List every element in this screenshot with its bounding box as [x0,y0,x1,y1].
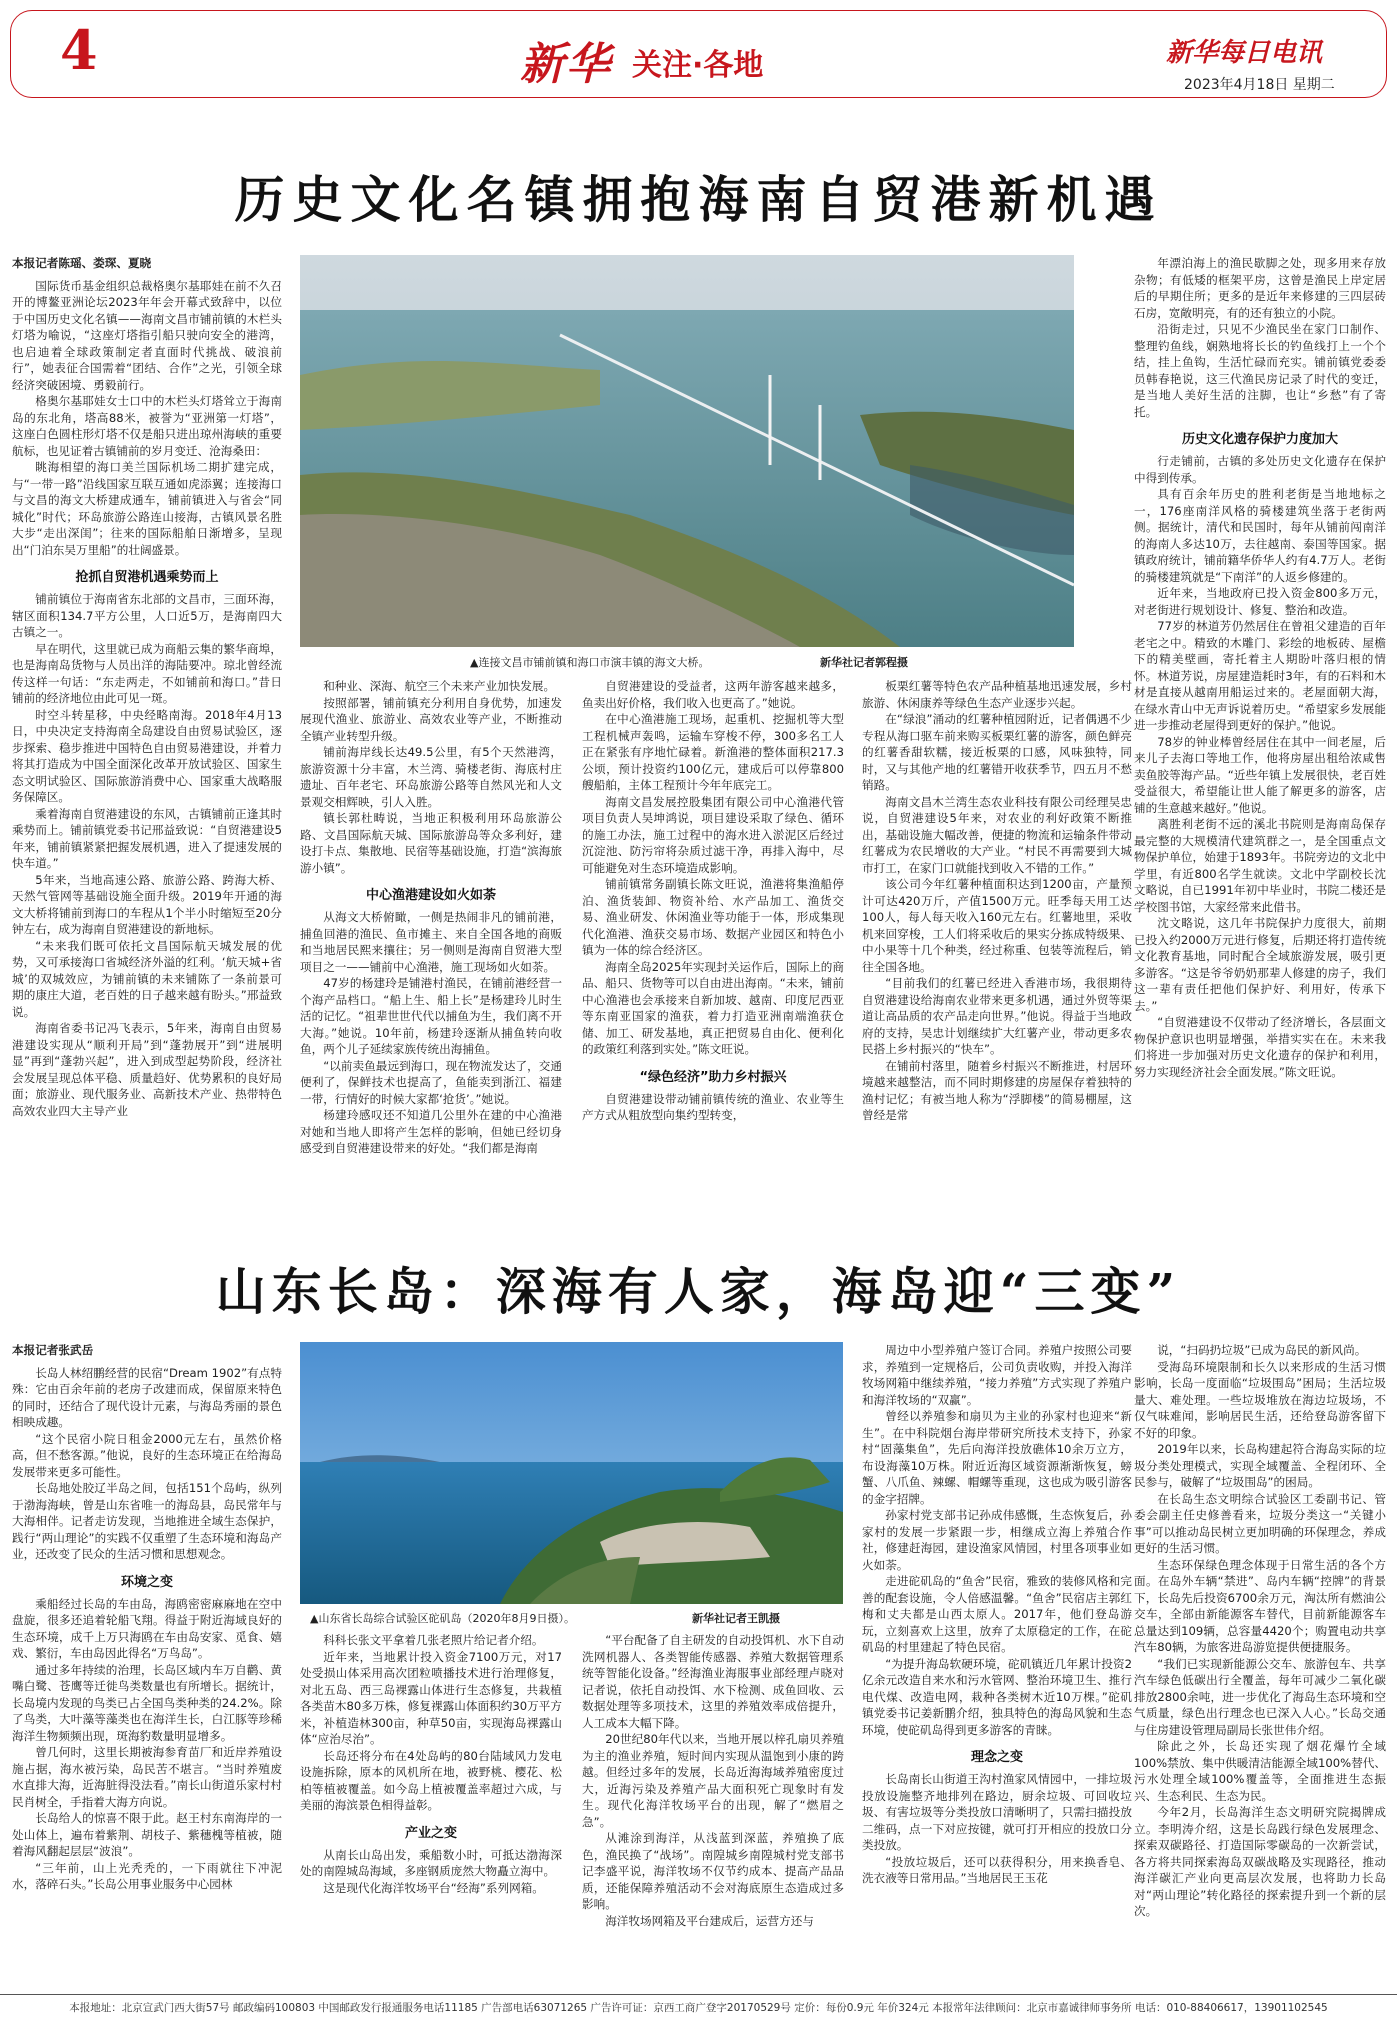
paragraph: 行走铺前，古镇的多处历史文化遗存在保护中得到传承。 [1134,454,1386,485]
island-photo-caption: ▲山东省长岛综合试验区砣矶岛（2020年8月9日摄）。 [310,1612,575,1625]
paragraph: 今年2月，长岛海洋生态文明研究院揭牌成立。李明涛介绍，这是长岛践行绿色发展理念、探索双碳路径、打造国际零碳岛的一次新尝试，各方将共同探索海岛双碳战略及实现路径，推动海洋碳汇产业向更高层次发展，也将助力长岛对“两山理论”转化路径的探索提升到一个新的层次。 [1134,1805,1386,1918]
subheading: 中心渔港建设如火如荼 [365,888,496,903]
brand-logo: 新华 [520,39,612,90]
paragraph: 在长岛生态文明综合试验区工委副书记、管委会副主任史修善看来，垃圾分类这一“关键小事”可以推动岛民树立更加明确的环保理念，养成更好的生活习惯。 [1134,1491,1386,1555]
paragraph: “目前我们的红薯已经进入香港市场，我很期待自贸港建设给海南农业带来更多机遇，通过外贸等渠道让高品质的农产品走向世界。”他说。得益于当地政府的支持，吴忠计划继续扩大红薯产业，带动更多农民搭上乡村振兴的“快车”。 [862,976,1132,1056]
article1-column-4 [862,678,1132,1230]
article1-headline: 历史文化名镇拥抱海南自贸港新机遇 [234,170,1163,229]
article1-column-3 [582,678,844,1230]
paragraph: 在“绿浪”涌动的红薯种植园附近，记者偶遇不少专程从海口驱车前来购买板栗红薯的游客，颜色鲜亮的红薯香甜软糯，接近板栗的口感，风味独特，同时，又与其他产地的红薯错开收获季节，四五月不愁销路。 [862,712,1132,792]
article2-byline: 本报记者张武岳 [12,1343,94,1357]
paragraph: 科科长张文平拿着几张老照片给记者介绍。 [323,1633,544,1647]
paragraph: 受海岛环境限制和长久以来形成的生活习惯影响，长岛一度面临“垃圾围岛”困局；生活垃圾量大、难处理。一些垃圾堆放在海边垃圾场，不仅气味难闻，影响居民生活，还给登岛游客留下不好的印象。 [1134,1359,1386,1440]
paragraph: 格奥尔基耶娃女士口中的木栏头灯塔耸立于海南岛的东北角，塔高88米，被誉为“亚洲第一灯塔”，这座白色圆柱形灯塔不仅是船只进出琼州海峡的重要航标，也见证着古镇铺前的岁月变迁、沧海桑田： [12,394,282,458]
paragraph: “自贸港建设不仅带动了经济增长，各层面文物保护意识也明显增强，举措实实在在。未来我们将进一步加强对历史文化遗存的保护和利用，努力实现经济社会全面发展。”陈文旺说。 [1134,1015,1386,1079]
paragraph: “为提升海岛软硬环境，砣矶镇近几年累计投资2亿余元改造自来水和污水管网、整治环境卫生、推行电代煤、改造电网，栽种各类树木近10万棵。”砣矶镇党委书记姜新鹏介绍，独具特色的海岛风貌和生态环境，使砣矶岛得到更多游客的青睐。 [862,1656,1132,1737]
paragraph: 长岛还将分布在4处岛屿的80台陆域风力发电设施拆除，原本的风机所在地，被野桃、樱花、松柏等植被覆盖。如今岛上植被覆盖率超过六成，与美丽的海滨景色相得益彰。 [300,1748,562,1812]
paragraph: 通过多年持续的治理，长岛区域内车万自鹳、黄嘴白鹭、苍鹰等迁徙鸟类数量也有所增长。据统计，长岛境内发现的鸟类已占全国鸟类种类的24.2%。除了鸟类，大叶藻等藻类也在海洋生长，白江豚等珍稀海洋生物频频出现，斑海豹数量明显增多。 [12,1662,282,1743]
paragraph: 长岛人林绍鹏经营的民宿“Dream 1902”有点特殊：它由百余年前的老房子改建而成，保留原来特色的同时，还结合了现代设计元素，与海岛秀丽的景色相映成趣。 [12,1365,282,1429]
subheading: 产业之变 [404,1825,457,1841]
paragraph: 沈文略说，这几年书院保护力度很大，前期已投入约2000万元进行修复，后期还将打造传统文化教育基地，同时配合全域旅游发展，吸引更多游客。“这是爷爷奶奶那辈人修建的房子，我们这一辈有责任把他们保护好、利用好，传承下去。” [1134,916,1386,1013]
paragraph: 海南省委书记冯飞表示，5年来，海南自由贸易港建设实现从“顺利开局”到“蓬勃展开”到“进展明显”再到“蓬勃兴起”，进入到成型起势阶段，经济社会发展呈现总体平稳、质量趋好、优势累积的良好局面；旅游业、现代服务业、高新技术产业、热带特色高效农业四大主导产业 [12,1021,282,1118]
paragraph: 这是现代化海洋牧场平台“经海”系列网箱。 [323,1880,544,1895]
paragraph: 海洋牧场网箱及平台建成后，运营方还与 [605,1913,814,1928]
page-footer: 本报地址：北京宣武门西大街57号 邮政编码100803 中国邮政发行报通服务电话11185 广告部电话63071265 广告许可证：京西工商广登字20170529号 定价：每份0.9元 年价324元 本报常年法律顾问：北京市嘉诚律师事务所 电话：010-88406617，13901102545 [0,1994,1397,2015]
paragraph: 海南文昌发展控股集团有限公司中心渔港代管项目负责人吴坤鸿说，项目建设采取了绿色、循环的施工办法，施工过程中的海水进入淤泥区后经过沉淀池、防污帘将杂质过滤干净，再排入海中，尽可能避免对生态环境造成影响。 [582,794,844,875]
paragraph: 乘着海南自贸港建设的东风，古镇铺前正逢其时乘势而上。铺前镇党委书记邢益致说：“自贸港建设5年来，铺前镇紧紧把握发展机遇，进入了提速发展的快车道。” [12,806,282,870]
paragraph: “三年前，山上光秃秃的，一下雨就往下冲泥水，落碎石头。”长岛公用事业服务中心园林 [12,1860,282,1891]
paragraph: 孙家村党支部书记孙成伟感慨，生态恢复后，孙家村的发展一步紧跟一步，相继成立海上养殖合作社，修建赶海园，建设渔家风情园，村里各项事业如火如荼。 [862,1508,1132,1572]
paragraph: 77岁的林道芳仍然居住在曾祖父建造的百年老宅之中。精致的木雕门、彩绘的地板砖、屋檐下的精美壁画，寄托着主人期盼叶落归根的情怀。林道芳说，房屋建造耗时3年，有的石料和木材是直接从越南用船运过来的。老屋面朝大海，在绿水青山中无声诉说着历史。“希望家乡发展能进一步推动老屋得到更好的保护。”他说。 [1134,619,1386,732]
paragraph: 自贸港建设带动铺前镇传统的渔业、农业等生产方式从粗放型向集约型转变， [582,1091,844,1122]
paragraph: 铺前镇常务副镇长陈文旺说，渔港将集渔船停泊、渔货装卸、物资补给、水产品加工、渔货交易、渔业研发、休闲渔业等功能于一体，形成集现代化渔港、渔获交易市场、数据产业园区和特色小镇为一体的综合经济区。 [582,877,844,957]
paragraph: 47岁的杨建玲是铺港村渔民，在铺前港经营一个海产品档口。“船上生、船上长”是杨建玲儿时生活的记忆。“祖辈世世代代以捕鱼为生，我们离不开大海。”她说。10年前，杨建玲逐渐从捕鱼转向收鱼，两个儿子延续家族传统出海捕鱼。 [300,976,562,1056]
paragraph: 乘船经过长岛的车由岛，海鸥密密麻麻地在空中盘旋，很多还追着轮船飞翔。得益于附近海域良好的生态环境，成千上万只海鸥在车由岛安家、觅食、嬉戏、繁衍，车由岛因此得名“万鸟岛”。 [12,1596,282,1660]
paragraph: 近年来，当地累计投入资金7100万元，对17处受损山体采用高次团粒喷播技术进行治理修复，对北五岛、西三岛裸露山体进行生态修复，共栽植各类苗木80多万株，修复裸露山体面积约30万平方米，补植造林300亩，种草50亩，实现海岛裸露山体“应治尽治”。 [300,1649,562,1746]
island-photo-svg [300,1342,843,1604]
paragraph: 该公司今年红薯种植面积达到1200亩，产量预计可达420万斤，产值1500万元。旺季每天用工达100人，每人每天收入160元左右。红薯地里，采收机来回穿梭，工人们将采收后的果实分拣成特级果、中小果等十几个种类，经过称重、包装等流程后，销往全国各地。 [862,877,1132,974]
bridge-photo-credit: 新华社记者郭程摄 [820,656,908,669]
paragraph: 时空斗转星移，中央经略南海。2018年4月13日，中央决定支持海南全岛建设自由贸易试验区，逐步探索、稳步推进中国特色自由贸易港建设，并着力将其打造成为中国全面深化改革开放试验区、国家生态文明试验区、国际旅游消费中心、国家重大战略服务保障区。 [12,707,282,804]
paragraph: 离胜利老街不远的溪北书院则是海南岛保存最完整的大规模清代建筑群之一，是全国重点文物保护单位，始建于1893年。书院旁边的文北中学里，有近800名学生就读。文北中学副校长沈文略说，自已1991年初中毕业时，书院二楼还是学校图书馆，大家经常来此借书。 [1134,817,1386,914]
paragraph: 镇长郭杜畴说，当地正积极利用环岛旅游公路、文昌国际航天城、国际旅游岛等众多利好，建设打卡点、集散地、民宿等基础设施，打造“滨海旅游小镇”。 [300,811,562,875]
paragraph: 和种业、深海、航空三个未来产业加快发展。 [323,679,556,693]
article2-column-2 [300,1632,562,1988]
paragraph: 走进砣矶岛的“鱼舍”民宿，雅致的装修风格和完善的配套设施，令人倍感温馨。“鱼舍”民宿店主郭红梅和丈夫都是山西太原人。2017年，他们登岛游玩，立刻喜欢上这里，放弃了太原稳定的工作，在砣矶岛的村里建起了特色民宿。 [862,1574,1132,1654]
paragraph: “未来我们既可依托文昌国际航天城发展的优势，又可承接海口省城经济外溢的红利。‘航天城+省城’的双城效应，为铺前镇的未来铺陈了一条前景可期的康庄大道，老百姓的日子越来越有盼头。”邢益致说。 [12,938,282,1019]
paragraph: 杨建玲感叹还不知道几公里外在建的中心渔港对她和当地人即将产生怎样的影响，但她已经切身感受到自贸港建设带来的好处。“我们都是海南 [300,1108,562,1155]
paragraph: 年漂泊海上的渔民歇脚之处，现多用来存放杂物；有低矮的框架平房，这曾是渔民上岸定居后的早期住所；更多的是近年来修建的三四层砖石房，宽敞明亮，有的还有独立的小院。 [1134,256,1386,320]
paragraph: 说，“扫码扔垃圾”已成为岛民的新风尚。 [1157,1343,1367,1357]
article1-column-2 [300,678,562,1230]
subheading: “绿色经济”助力乡村振兴 [639,1069,787,1085]
paragraph: 自贸港建设的受益者，这两年游客越来越多，鱼卖出好价格，我们收入也更高了。”她说。 [582,679,844,710]
island-photo [300,1342,843,1604]
section-title: 关注·各地 [632,48,764,83]
issue-date: 2023年4月18日 星期二 [1184,77,1335,93]
paragraph: “我们已实现新能源公交车、旅游包车、共享汽车绿色低碳出行全覆盖，每年可减少二氧化碳排放2800余吨，进一步优化了海岛生态环境和空气质量，绿色出行理念也已深入人心。”长岛交通与住房建设管理局副局长张世伟介绍。 [1134,1656,1386,1737]
paragraph: 周边中小型养殖户签订合同。养殖户按照公司要求，养殖到一定规格后，公司负责收购，并投入海洋牧场网箱中继续养殖，“接力养殖”方式实现了养殖户和海洋牧场的“双赢”。 [862,1343,1132,1407]
paragraph: 沿街走过，只见不少渔民坐在家门口制作、整理钓鱼线，娴熟地将长长的钓鱼线打上一个个结，挂上鱼钩，生活忙碌而充实。铺前镇党委委员韩春艳说，这三代渔民房记录了时代的变迁，是当地人美好生活的注脚，也让“乡愁”有了寄托。 [1134,322,1386,419]
subheading: 抢抓自贸港机遇乘势而上 [75,570,219,585]
bridge-photo-caption: ▲连接文昌市铺前镇和海口市演丰镇的海文大桥。 [470,656,710,669]
paragraph: 眺海相望的海口美兰国际机场二期扩建完成，与“一带一路”沿线国家互联互通如虎添翼；连接海口与文昌的海文大桥建成通车，铺前镇进入与省会“同城化”时代；环岛旅游公路连山接海，古镇风景名胜大步“走出深闺”；往来的国际船舶日渐增多，呈现出“门泊东吴万里船”的壮阔盛景。 [12,460,282,557]
subheading: 理念之变 [970,1750,1023,1765]
paragraph: “以前卖鱼最远到海口，现在物流发达了，交通便利了，保鲜技术也提高了，鱼能卖到浙江、福建一带，行情好的时候大家都‘抢货’。”她说。 [300,1058,562,1106]
paper-name: 新华每日电讯 [1166,38,1323,68]
paragraph: 长岛南长山街道王沟村渔家风情园中，一排垃圾投放设施整齐地排列在路边，厨余垃圾、可回收垃圾、有害垃圾等分类投放口清晰明了，只需扫描投放二维码，点一下对应按键，就可打开相应的投放口分类投放。 [862,1772,1132,1852]
paragraph: 近年来，当地政府已投入资金800多万元，对老街进行规划设计、修复、整治和改造。 [1134,586,1386,617]
subheading: 环境之变 [120,1574,173,1590]
bridge-photo [300,255,1074,647]
paragraph: 除此之外，长岛还实现了烟花爆竹全域100%禁放、集中供暖清洁能源全域100%替代、污水处理全域100%覆盖等，全面推进生态振兴、生态利民、生态为民。 [1134,1739,1386,1803]
paragraph: “这个民宿小院日租金2000元左右，虽然价格高，但不愁客源。”他说，良好的生态环境正在给海岛发展带来更多可能性。 [12,1431,282,1479]
paragraph: 海南文昌木兰湾生态农业科技有限公司经理吴忠说，自贸港建设5年来，对农业的利好政策不断推出，基础设施大幅改善，便捷的物流和运输条件带动红薯成为农民增收的大产业。“村民不再需要到大城市打工，在家门口就能找到收入不错的工作。” [862,794,1132,875]
article2-headline: 山东长岛：深海有人家，海岛迎“三变” [215,1262,1182,1321]
paragraph: 在铺前村落里，随着乡村振兴不断推进，村居环境越来越整洁，而不同时期修建的房屋保存着独特的渔村记忆；有被当地人称为“浮脚楼”的简易棚屋，这曾经是常 [862,1058,1132,1122]
paragraph: “投放垃圾后，还可以获得积分，用来换香皂、洗衣液等日常用品。”当地居民王玉花 [862,1854,1132,1885]
paragraph: 从海文大桥俯瞰，一侧是热闹非凡的铺前港，捕鱼回港的渔民、鱼市摊主、来自全国各地的商贩和当地居民熙来攘往；另一侧则是海南自贸港大型项目之一——铺前中心渔港，施工现场如火如荼。 [300,910,562,974]
article2-column-4 [862,1342,1132,1988]
paragraph: 早在明代，这里就已成为商船云集的繁华商埠，也是海南岛货物与人员出洋的海陆要冲。琼北曾经流传这样一句话：“东走两走，不如铺前和海口。”昔日铺前的经济地位由此可见一斑。 [12,641,282,705]
paragraph: 20世纪80年代以来，当地开展以梓孔扇贝养殖为主的渔业养殖，短时间内实现从温饱到小康的跨越。但经过多年的发展，长岛近海海域养殖密度过大，近海污染及养殖产品大面积死亡现象时有发生。现代化海洋牧场平台的出现，解了“燃眉之急”。 [582,1732,844,1829]
paragraph: 国际货币基金组织总裁格奥尔基耶娃在前不久召开的博鳌亚洲论坛2023年年会开幕式致辞中，以位于中国历史文化名镇——海南文昌市铺前镇的木栏头灯塔为喻说，“这座灯塔指引船只驶向安全的港湾，也启迪着全球政策制定者直面时代挑战、破浪前行”，她表征合国需着“团结、合作”之光，引领全球经济突破困境、勇毅前行。 [12,278,282,392]
paragraph: 具有百余年历史的胜利老街是当地地标之一，176座南洋风格的骑楼建筑坐落于老街两侧。据统计，清代和民国时，每年从铺前闯南洋的海南人多达10万，去往越南、泰国等国家。据镇政府统计，铺前籍华侨华人约有4.7万人。老街的骑楼建筑就是“下南洋”的人返乡修建的。 [1134,487,1386,584]
island-photo-credit: 新华社记者王凯摄 [692,1612,780,1625]
article1-byline: 本报记者陈瑶、娄琛、夏晓 [12,256,152,270]
paragraph: 78岁的钟业棒曾经居住在其中一间老屋，后来儿子去海口等地工作，他将房屋出租给浓咸售卖鱼胶等海产品。“近些年镇上发展很快，老百姓受益很大，希望能让世人能了解更多的游客，店铺的生意越来越好。”他说。 [1134,734,1386,815]
bridge-photo-svg [300,255,1074,647]
article2-column-1 [12,1342,282,1988]
paragraph: 铺前海岸线长达49.5公里，有5个天然港湾，旅游资源十分丰富，木兰湾、骑楼老街、海底村庄遗址、百年老宅、环岛旅游公路等自然风光和人文景观交相辉映，引人入胜。 [300,745,562,809]
paragraph: 2019年以来，长岛构建起符合海岛实际的垃圾分类处理模式，实现全域覆盖、全程闭环、全民参与，破解了“垃圾围岛”的困局。 [1134,1442,1386,1489]
paragraph: 按照部署，铺前镇充分利用自身优势，加速发展现代渔业、旅游业、高效农业等产业，不断推动全镇产业转型升级。 [300,695,562,743]
paragraph: 生态环保绿色理念体现于日常生活的各个方面。在岛外车辆“禁进”、岛内车辆“控牌”的背景下，长岛先后投资6700余万元，淘汰所有燃油公交车，全部由新能源客车替代，目前新能源客车总量达到109辆，总容量4420个；购置电动共享汽车80辆，为旅客进岛游览提供便捷服务。 [1134,1557,1386,1654]
article2-column-5 [1134,1342,1386,1988]
article2-column-3 [582,1632,844,1988]
paragraph: “平台配备了自主研发的自动投饵机、水下自动洗网机器人、各类智能传感器、养殖大数据管理系统等智能化设备。”经海渔业海服事业部经理卢晓对记者说，依托自动投饵、水下检测、成鱼回收、云数据处理等多项技术，这里的养殖效率成倍提升，人工成本大幅下降。 [582,1633,844,1730]
article1-column-5 [1134,255,1386,1230]
paragraph: 海南全岛2025年实现封关运作后，国际上的商品、船只、货物等可以自由进出海南。“未来，铺前中心渔港也会承接来自新加坡、越南、印度尼西亚等东南亚国家的渔获，着力打造亚洲南端渔获仓储、加工、研发基地，真正把贸易自由化、便利化的政策红利落到实处。”陈文旺说。 [582,959,844,1056]
article1-column-1 [12,255,282,1230]
paragraph: 从南长山岛出发，乘船数小时，可抵达渤海深处的南隍城岛海域，多座钢质庞然大物矗立海中。 [300,1847,562,1878]
paragraph: 铺前镇位于海南省东北部的文昌市，三面环海，辖区面积134.7平方公里，人口近5万，是海南四大古镇之一。 [12,592,282,639]
paragraph: 板栗红薯等特色农产品种植基地迅速发展，乡村旅游、休闲康养等绿色生态产业逐步兴起。 [862,679,1132,710]
paragraph: 从滩涂到海洋，从浅蓝到深蓝，养殖换了底色，渔民换了“战场”。南隍城乡南隍城村党支部书记李盛平说，海洋牧场不仅节约成本、提高产品品质，还能保障养殖活动不会对海底原生态造成过多影响。 [582,1831,844,1911]
subheading: 历史文化遗存保护力度加大 [1181,432,1338,447]
page-number: 4 [60,18,98,82]
paragraph: 长岛地处胶辽半岛之间，包括151个岛屿，纵列于渤海海峡，曾是山东省唯一的海岛县，岛民常年与大海相伴。记者走访发现，当地推进全域生态保护，践行“两山理论”的实践不仅重塑了生态环境和海岛产业，还改变了民众的生活习惯和思想观念。 [12,1481,282,1561]
paragraph: 曾几何时，这里长期被海参育苗厂和近岸养殖设施占据，海水被污染，岛民苦不堪言。“当时养殖废水直排大海，近海脏得没法看。”南长山街道乐家村村民肖树全，手指着大海方向说。 [12,1745,282,1809]
paragraph: 曾经以养殖参和扇贝为主业的孙家村也迎来“新生”。在中科院烟台海岸带研究所技术支持下，孙家村“固藻集鱼”，先后向海洋投放礁体10余万立方，布设海藻10万株。附近近海区域资源渐渐恢复，螃蟹、八爪鱼、辣螺、帽螺等重现，这也成为吸引游客的金字招牌。 [862,1409,1132,1506]
paragraph: 5年来，当地高速公路、旅游公路、跨海大桥、天然气管网等基础设施全面升级。2019年开通的海文大桥将铺前到海口的车程从1个半小时缩短至20分钟左右，成为海南自贸港建设的新地标。 [12,872,282,936]
paragraph: 长岛给人的惊喜不限于此。赵王村东南海岸的一处山体上，遍布着紫荆、胡枝子、紫穗槐等植被，随着海风翻起层层“波浪”。 [12,1811,282,1858]
paragraph: 在中心渔港施工现场，起重机、挖掘机等大型工程机械声轰鸣，运输车穿梭不停，300多名工人正在紧张有序地忙碌着。新渔港的整体面积217.3公顷，预计投资约100亿元，建成后可以停靠800艘船舶，主体工程预计今年年底完工。 [582,712,844,792]
